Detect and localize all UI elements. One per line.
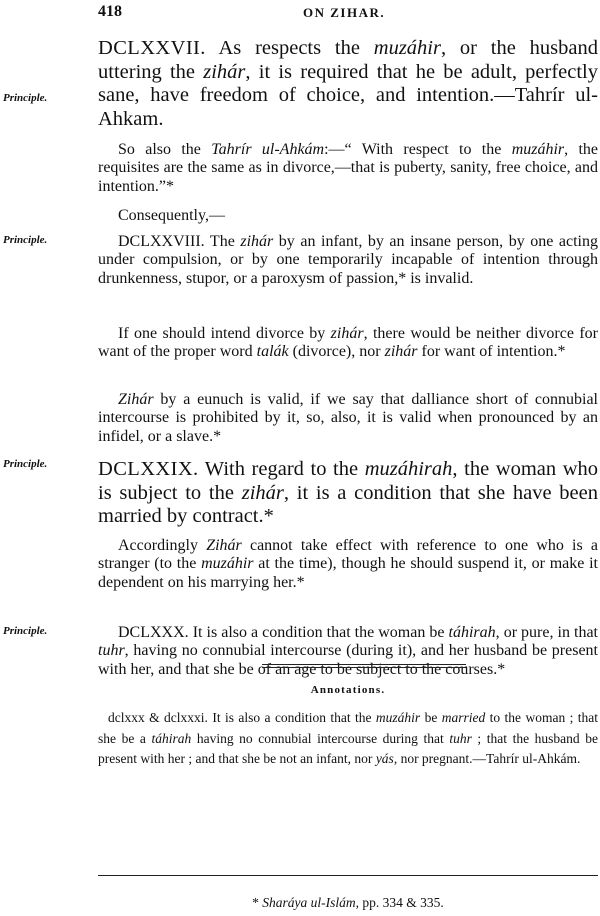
margin-note-principle: Principle. bbox=[3, 92, 48, 104]
running-head: ON ZIHAR. bbox=[303, 5, 386, 20]
paragraph-677b: So also the Tahrír ul-Ahkám:—“ With respect to the muzáhir, the requisites are the same as in divorce,—that is puberty, sanity, free choice, and intention.”* bbox=[98, 141, 599, 195]
page-header bbox=[98, 3, 598, 25]
page-number: 418 bbox=[98, 3, 122, 20]
section-number: DCLXXX. bbox=[118, 624, 189, 641]
annotation-text: dclxxx & dclxxxi. It is also a condition that the muzáhir be married to the woman ; that she be a táhirah having no connubial intercourse during that tuhr ; that the husband be present with her ; and that she be not an infant, nor yás, nor pregnant.—Tahrír ul-Ahkám. bbox=[98, 710, 598, 766]
section-680: DCLXXX. It is also a condition that the woman be táhirah, or pure, in that tuhr, having no connubial intercourse (during it), and her husband be present with her, and that she be of an age to be subject to the courses.* bbox=[98, 624, 598, 678]
margin-note-principle: Principle. bbox=[3, 234, 48, 246]
paragraph-consequently: Consequently,— bbox=[118, 207, 225, 224]
margin-note-principle: Principle. bbox=[3, 625, 48, 637]
margin-note-principle: Principle. bbox=[3, 458, 48, 470]
paragraph-678b: If one should intend divorce by zihár, there would be neither divorce for want of the proper word talák (divorce), nor zihár for want of intention.* bbox=[98, 325, 598, 361]
divider-rule bbox=[262, 664, 466, 665]
section-677: DCLXXVII. As respects the muzáhir, or the husband uttering the zihár, it is required that he be adult, perfectly sane, have freedom of choice, and intention.—Tahrír ul-Ahkam. bbox=[98, 37, 598, 130]
section-679: DCLXXIX. With regard to the muzáhirah, the woman who is subject to the zihár, it is a condition that she have been married by contract.* bbox=[98, 458, 599, 527]
footnote: * Sharáya ul-Islám, pp. 334 & 335. bbox=[252, 895, 444, 910]
paragraph-679b: Accordingly Zihár cannot take effect with reference to one who is a stranger (to the muzáhir at the time), though he should suspend it, or make it dependent on his marrying her.* bbox=[98, 537, 598, 591]
section-678: DCLXXVIII. The zihár by an infant, by an insane person, by one acting under compulsion, or by one temporarily incapable of intention through drunkenness, stupor, or a paroxysm of passion,* is invalid. bbox=[98, 233, 598, 287]
annotations-heading: Annotations. bbox=[310, 684, 386, 696]
paragraph-678c: Zihár by a eunuch is valid, if we say that dalliance short of connubial intercourse is prohibited by it, so, also, it is valid when pronounced by an infidel, or a slave.* bbox=[98, 391, 598, 445]
section-number: DCLXXIX. bbox=[98, 458, 199, 480]
divider-rule bbox=[262, 667, 466, 668]
footnote-rule bbox=[98, 875, 598, 876]
section-number: DCLXXVII. bbox=[98, 37, 206, 59]
section-number: DCLXXVIII. bbox=[118, 233, 205, 250]
